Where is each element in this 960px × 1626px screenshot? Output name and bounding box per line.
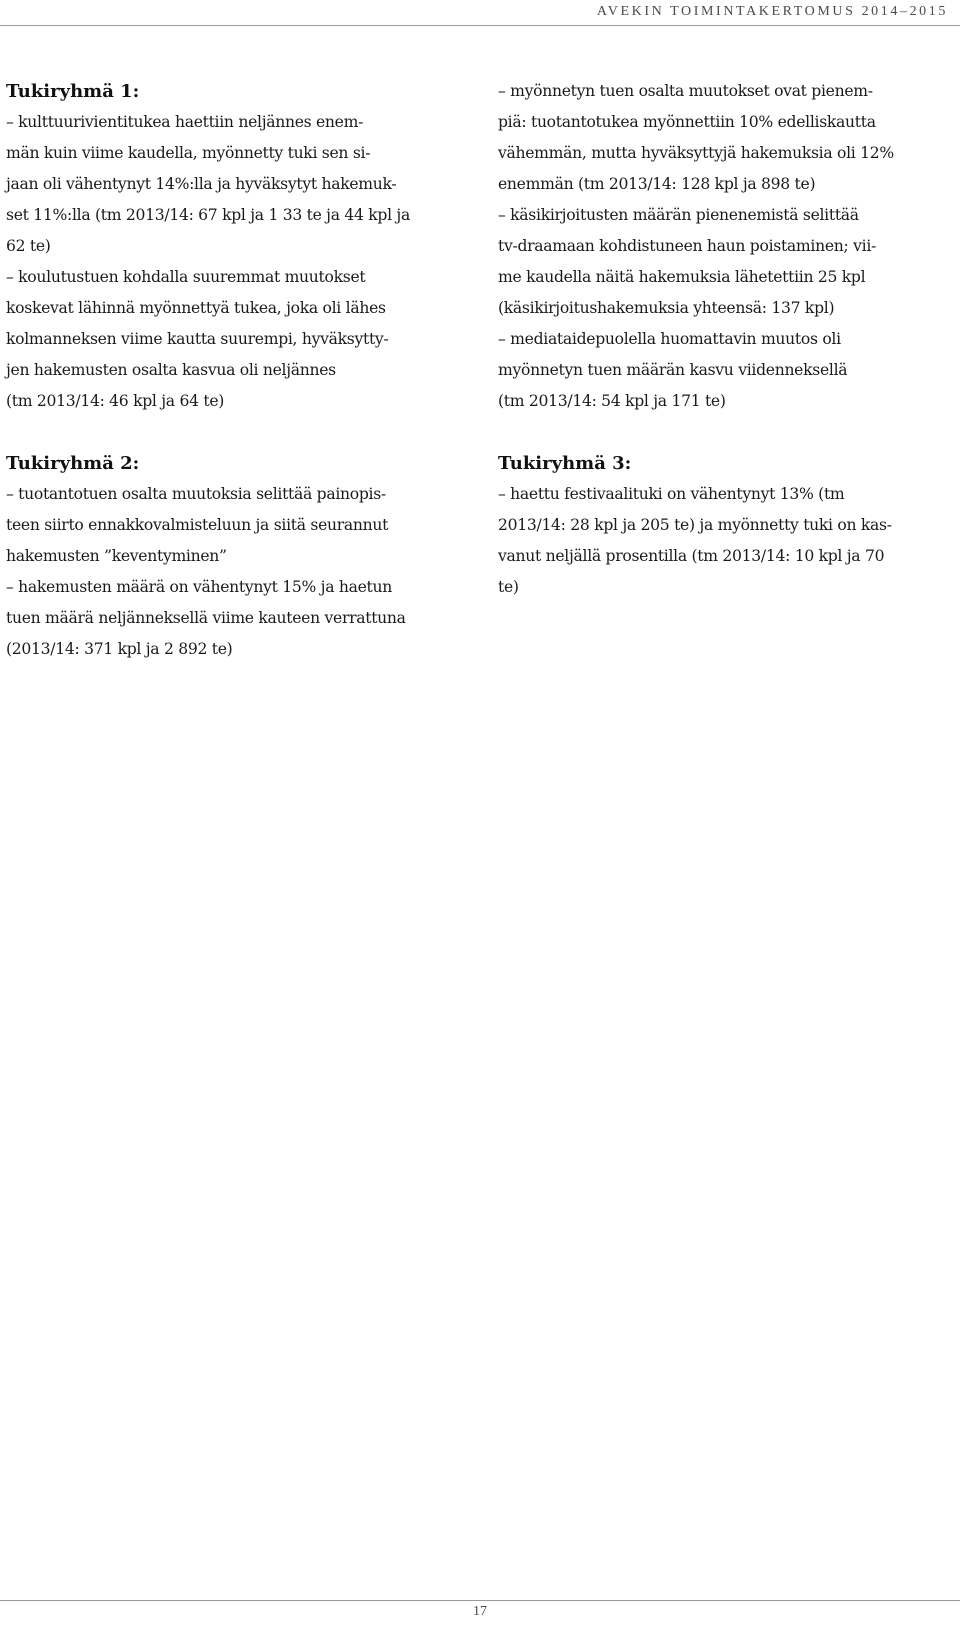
section-title-1: Tukiryhmä 1: xyxy=(6,81,140,102)
text-line: – hakemusten määrä on vähentynyt 15% ja haetun xyxy=(6,578,392,596)
section-tukiryhma-1 xyxy=(6,76,476,417)
text-line: – käsikirjoitusten määrän pienenemistä selittää xyxy=(498,206,859,224)
section-tukiryhma-2 xyxy=(6,448,476,665)
section-title-3: Tukiryhmä 3: xyxy=(498,453,632,474)
text-line: te) xyxy=(498,578,519,596)
header-divider xyxy=(0,25,960,26)
text-line: vähemmän, mutta hyväksyttyjä hakemuksia oli 12% xyxy=(498,144,894,162)
text-line: tv-draamaan kohdistuneen haun poistaminen; vii- xyxy=(498,237,876,255)
text-line: 2013/14: 28 kpl ja 205 te) ja myönnetty tuki on kas- xyxy=(498,516,892,534)
right-column xyxy=(498,76,960,634)
section-body-2 xyxy=(6,479,476,665)
text-line: me kaudella näitä hakemuksia lähetettiin 25 kpl xyxy=(498,268,866,286)
running-header: AVEKIN TOIMINTAKERTOMUS 2014–2015 xyxy=(596,4,948,19)
text-line: piä: tuotantotukea myönnettiin 10% edelliskautta xyxy=(498,113,876,131)
text-line: – haettu festivaalituki on vähentynyt 13% (tm xyxy=(498,485,845,503)
text-line: – myönnetyn tuen osalta muutokset ovat pienem- xyxy=(498,82,873,100)
footer-divider xyxy=(0,1600,960,1601)
text-line: koskevat lähinnä myönnettyä tukea, joka oli lähes xyxy=(6,299,386,317)
page-number: 17 xyxy=(473,1604,487,1619)
text-line: hakemusten ”keventyminen” xyxy=(6,547,227,565)
section-body-3 xyxy=(498,479,960,603)
text-line: jen hakemusten osalta kasvua oli neljännes xyxy=(6,361,336,379)
section-title-2: Tukiryhmä 2: xyxy=(6,453,140,474)
text-line: – tuotantotuen osalta muutoksia selittää painopis- xyxy=(6,485,386,503)
text-line: (2013/14: 371 kpl ja 2 892 te) xyxy=(6,640,233,658)
text-line: kolmanneksen viime kautta suurempi, hyväksytty- xyxy=(6,330,389,348)
text-line: män kuin viime kaudella, myönnetty tuki sen si- xyxy=(6,144,371,162)
text-line: – kulttuurivientitukea haettiin neljännes enem- xyxy=(6,113,364,131)
left-column xyxy=(6,76,476,696)
text-line: set 11%:lla (tm 2013/14: 67 kpl ja 1 33 te ja 44 kpl ja xyxy=(6,206,410,224)
text-line: (tm 2013/14: 54 kpl ja 171 te) xyxy=(498,392,726,410)
section-body-2-continued xyxy=(498,76,960,417)
text-line: – mediataidepuolella huomattavin muutos oli xyxy=(498,330,841,348)
text-line: (tm 2013/14: 46 kpl ja 64 te) xyxy=(6,392,225,410)
text-line: (käsikirjoitushakemuksia yhteensä: 137 kpl) xyxy=(498,299,835,317)
section-tukiryhma-3 xyxy=(498,448,960,603)
text-line: teen siirto ennakkovalmisteluun ja siitä seurannut xyxy=(6,516,389,534)
text-line: 62 te) xyxy=(6,237,51,255)
section-body-1 xyxy=(6,107,476,417)
text-line: myönnetyn tuen määrän kasvu viidenneksellä xyxy=(498,361,848,379)
text-line: vanut neljällä prosentilla (tm 2013/14: 10 kpl ja 70 xyxy=(498,547,885,565)
text-line: enemmän (tm 2013/14: 128 kpl ja 898 te) xyxy=(498,175,816,193)
text-line: tuen määrä neljänneksellä viime kauteen verrattuna xyxy=(6,609,406,627)
text-line: jaan oli vähentynyt 14%:lla ja hyväksytyt hakemuk- xyxy=(6,175,397,193)
section-tukiryhma-2-continued xyxy=(498,76,960,417)
text-line: – koulutustuen kohdalla suuremmat muutokset xyxy=(6,268,366,286)
